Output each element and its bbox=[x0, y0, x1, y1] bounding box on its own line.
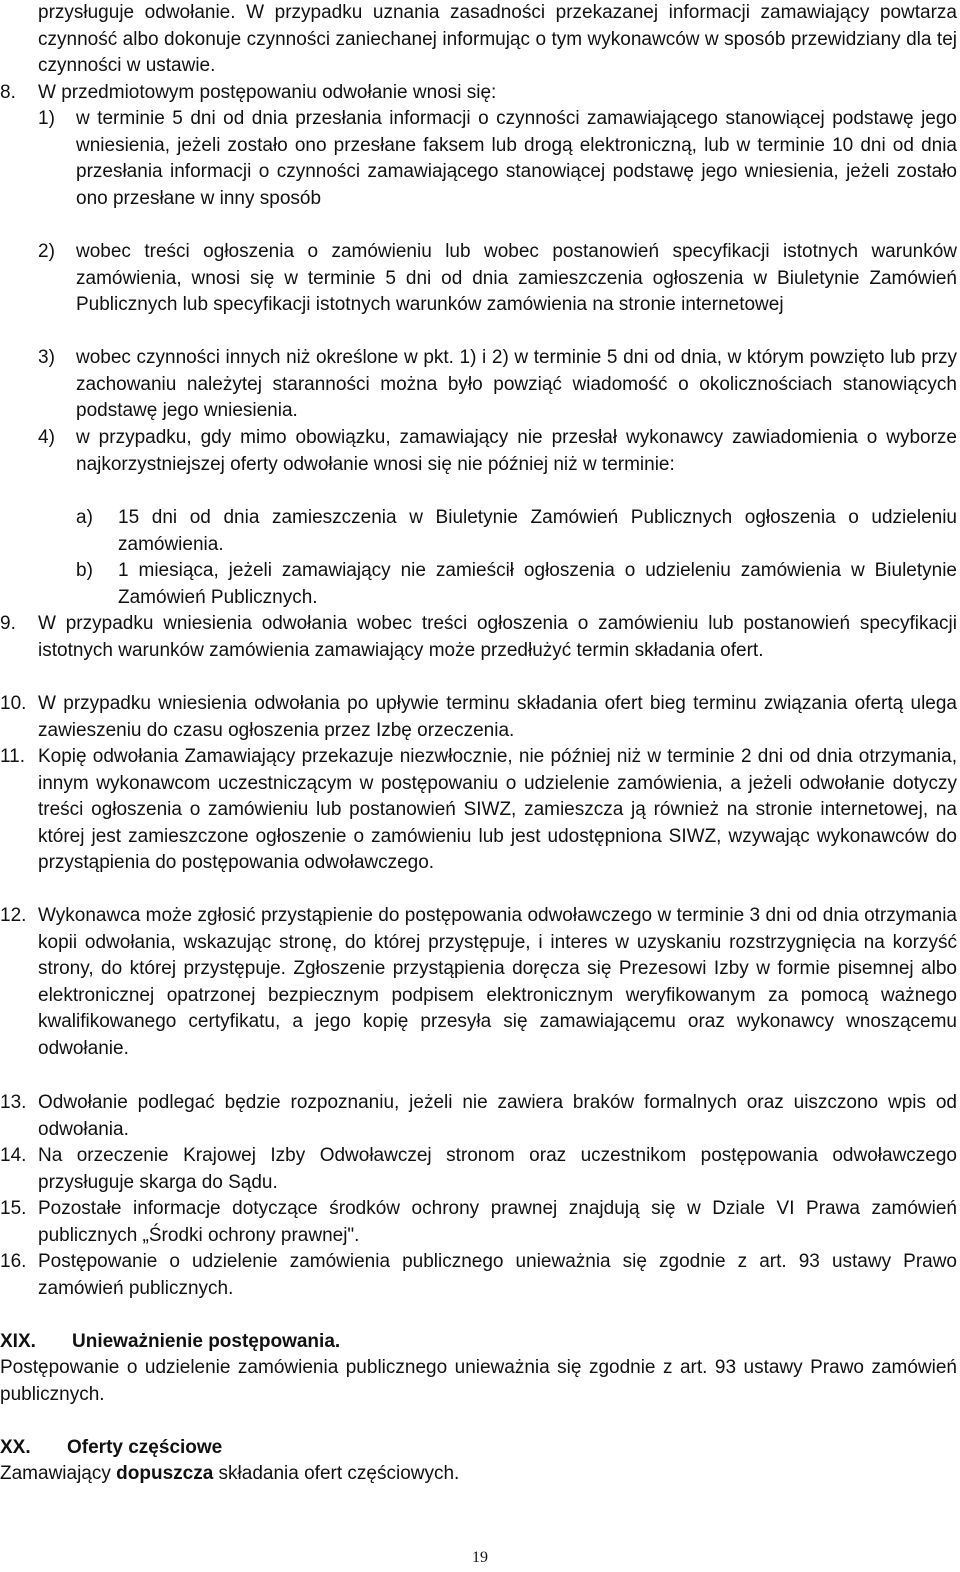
subitem-text: w przypadku, gdy mimo obowiązku, zamawiający nie przesłał wykonawcy zawiadomienia o wyborze najkorzystniejszej oferty odwołanie wnosi się nie później niż w terminie: bbox=[76, 427, 957, 475]
section-number: XX. bbox=[0, 1437, 31, 1458]
item-number: 16. bbox=[0, 1251, 27, 1272]
item-number: 13. bbox=[0, 1092, 27, 1113]
item-text: Kopię odwołania Zamawiający przekazuje niezwłocznie, nie później niż w terminie 2 dni od dnia otrzymania, innym wykonawcom uczestniczącym w postępowaniu o udzielenie zamówienia, a jeżeli odwołanie dotyczy treści ogłoszenia o zamówieniu lub postanowień SIWZ, zamieszcza ją również na stronie internetowej, na której jest zamieszczone ogłoszenie o zamówieniu lub jest udostępniona SIWZ, wzywając wykonawców do przystąpienia do postępowania odwoławczego. bbox=[38, 746, 957, 874]
subitem-text: 15 dni od dnia zamieszczenia w Biuletynie Zamówień Publicznych ogłoszenia o udzieleniu zamówienia. bbox=[118, 507, 957, 555]
item-text: Postępowanie o udzielenie zamówienia publicznego unieważnia się zgodnie z art. 93 ustawy Prawo zamówień publicznych. bbox=[38, 1251, 957, 1299]
section-heading-xx bbox=[0, 1435, 957, 1462]
item-text: W przedmiotowym postępowaniu odwołanie wnosi się: bbox=[38, 82, 497, 103]
item-number: 14. bbox=[0, 1145, 27, 1166]
subitem-text: 1 miesiąca, jeżeli zamawiający nie zamieścił ogłoszenia o udzieleniu zamówienia w Biuletynie Zamówień Publicznych. bbox=[118, 560, 957, 608]
body-text: Zamawiający bbox=[0, 1463, 117, 1484]
section-xx-body bbox=[0, 1461, 957, 1488]
subitem-text: wobec czynności innych niż określone w pkt. 1) i 2) w terminie 5 dni od dnia, w którym powzięto lub przy zachowaniu należytej staranności można było powziąć wiadomość o okolicznościach stanowiących podstawę jego wniesienia. bbox=[76, 347, 957, 422]
subitem-number: 4) bbox=[38, 427, 55, 448]
item-text: Pozostałe informacje dotyczące środków ochrony prawnej znajdują się w Dziale VI Prawa zamówień publicznych „Środki ochrony prawnej". bbox=[38, 1198, 957, 1246]
subitem-letter: a) bbox=[76, 507, 93, 528]
item-text: W przypadku wniesienia odwołania wobec treści ogłoszenia o zamówieniu lub postanowień specyfikacji istotnych warunków zamówienia zamawiający może przedłużyć termin składania ofert. bbox=[38, 613, 957, 661]
subitem-number: 3) bbox=[38, 347, 55, 368]
subitem-text: wobec treści ogłoszenia o zamówieniu lub wobec postanowień specyfikacji istotnych warunków zamówienia, wnosi się w terminie 5 dni od dnia zamieszczenia ogłoszenia w Biuletynie Zamówień Publicznych lub specyfikacji istotnych warunków zamówienia na stronie internetowej bbox=[76, 241, 957, 316]
item-number: 8. bbox=[0, 82, 16, 103]
section-number: XIX. bbox=[0, 1331, 36, 1352]
subitem-letter: b) bbox=[76, 560, 93, 581]
section-title: Oferty częściowe bbox=[67, 1437, 223, 1458]
section-heading-xix bbox=[0, 1329, 957, 1356]
subitem-number: 1) bbox=[38, 108, 55, 129]
body-bold-text: dopuszcza bbox=[116, 1463, 214, 1484]
item-number: 10. bbox=[0, 693, 27, 714]
page-number: 19 bbox=[472, 1549, 488, 1566]
item-number: 12. bbox=[0, 905, 27, 926]
body-text: składania ofert częściowych. bbox=[213, 1463, 460, 1484]
item-number: 15. bbox=[0, 1198, 27, 1219]
item-text: Wykonawca może zgłosić przystąpienie do postępowania odwoławczego w terminie 3 dni od dnia otrzymania kopii odwołania, wskazując stronę, do której przystępuje, i interes w uzyskaniu rozstrzygnięcia na korzyść strony, do której przystępuje. Zgłoszenie przystąpienia doręcza się Prezesowi Izby w formie pisemnej albo elektronicznej opatrzonej bezpiecznym podpisem elektronicznym weryfikowanym za pomocą ważnego kwalifikowanego certyfikatu, a jego kopię przesyła się zamawiającemu oraz wykonawcy wnoszącemu odwołanie. bbox=[38, 905, 957, 1059]
item-text: Odwołanie podlegać będzie rozpoznaniu, jeżeli nie zawiera braków formalnych oraz uiszczono wpis od odwołania. bbox=[38, 1092, 957, 1140]
item-text: Na orzeczenie Krajowej Izby Odwoławczej stronom oraz uczestnikom postępowania odwoławczego przysługuje skarga do Sądu. bbox=[38, 1145, 957, 1193]
section-title: Unieważnienie postępowania. bbox=[72, 1331, 341, 1352]
section-xix-body: Postępowanie o udzielenie zamówienia publicznego unieważnia się zgodnie z art. 93 ustawy Prawo zamówień publicznych. bbox=[0, 1357, 957, 1405]
item-number: 9. bbox=[0, 613, 16, 634]
subitem-number: 2) bbox=[38, 241, 55, 262]
item-text: W przypadku wniesienia odwołania po upływie terminu składania ofert bieg terminu związania ofertą ulega zawieszeniu do czasu ogłoszenia przez Izbę orzeczenia. bbox=[38, 693, 957, 741]
intro-paragraph: przysługuje odwołanie. W przypadku uznania zasadności przekazanej informacji zamawiający powtarza czynność albo dokonuje czynności zaniechanej informując o tym wykonawców w sposób przewidziany dla tej czynności w ustawie. bbox=[38, 2, 957, 77]
subitem-text: w terminie 5 dni od dnia przesłania informacji o czynności zamawiającego stanowiącej podstawę jego wniesienia, jeżeli zostało ono przesłane faksem lub drogą elektroniczną, lub w terminie 10 dni od dnia przesłania informacji o czynności zamawiającego stanowiącej podstawę jego wniesienia, jeżeli zostało ono przesłane w inny sposób bbox=[76, 108, 957, 209]
item-number: 11. bbox=[0, 746, 26, 767]
